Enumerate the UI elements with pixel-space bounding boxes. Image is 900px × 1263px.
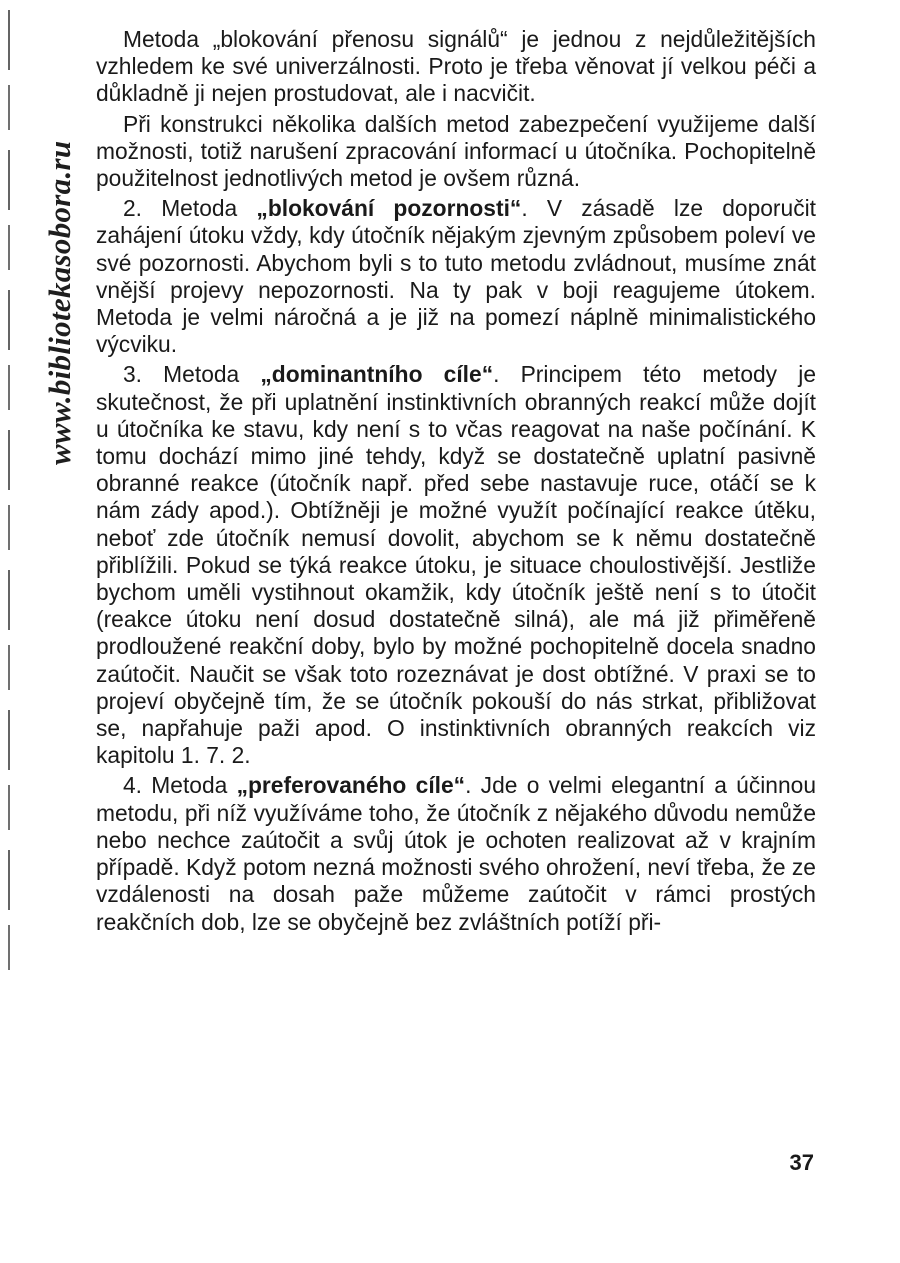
- page-body: [96, 26, 816, 936]
- paragraph-text: . Principem této metody je skutečnost, že při uplatnění instinktivních obranných reakcí může dojít u útočníka ke stavu, kdy není s to včas reagovat na naše počínání. K tomu dochází mimo jiné tehdy, když se dostatečně uplatní pasivně obranné reakce (útočník např. před sebe nastavuje ruce, otáčí se k nám zády apod.). Obtížněji je možné využít počínající reakce útěku, neboť zde útočník nemusí dovolit, abychom se k němu dostatečně přiblížili. Pokud se týká reakce útoku, je situace choulostivější. Jestliže bychom uměli vystihnout okamžik, kdy útočník ještě není s to útočit (reakce útoku není dosud dostatečně silná), ale má již přiměřeně prodloužené reakční doby, bylo by možné pochopitelně docela snadno zaútočit. Naučit se však toto rozeznávat je dost obtížné. V praxi se to projeví obyčejně tím, že se útočník pokouší do nás strkat, přibližovat se, napřahuje paži apod. O instinktivních obranných reakcích viz kapitolu 1. 7. 2.: [96, 361, 817, 769]
- paragraph-text: . V zásadě lze doporučit zahájení útoku vždy, kdy útočník nějakým zjevným způsobem poleví ve své pozornosti. Abychom byli s to tuto metodu zvládnout, musíme znát vnější projevy nepozornosti. Na ty pak v boji reagujeme útokem. Metoda je velmi náročná a je již na pomezí náplně minimalistického výcviku.: [96, 195, 817, 358]
- paragraph: [96, 361, 816, 769]
- method-term: „blokování pozornosti“: [256, 195, 522, 222]
- watermark: www.bibliotekasobora.ru: [42, 140, 77, 465]
- method-term: „preferovaného cíle“: [236, 772, 466, 799]
- paragraph: [96, 111, 816, 193]
- scan-edge: [8, 10, 10, 990]
- method-term: „dominantního cíle“: [260, 361, 494, 388]
- paragraph-lead: 2. Metoda: [123, 195, 257, 222]
- paragraph-text: . Jde o velmi elegantní a účinnou metodu, při níž využíváme toho, že útočník z nějakého důvodu nemůže nebo nechce zaútočit a svůj útok je ochoten realizovat až v krajním případě. Když potom nezná možnosti svého ohrožení, neví třeba, že ze vzdálenosti na dosah paže můžeme zaútočit v rámci prostých reakčních dob, lze se obyčejně bez zvláštních potíží při-: [96, 772, 817, 935]
- paragraph-lead: 4. Metoda: [123, 772, 237, 799]
- paragraph-text: Při konstrukci několika dalších metod zabezpečení využijeme další možnosti, totiž narušení zpracování informací u útočníka. Pochopitelně použitelnost jednotlivých metod je ovšem různá.: [96, 110, 816, 192]
- paragraph: [96, 26, 816, 108]
- paragraph-text: Metoda „blokování přenosu signálů“ je jednou z nejdůležitějších vzhledem ke své univerzálnosti. Proto je třeba věnovat jí velkou péči a důkladně ji nejen prostudovat, ale i nacvičit.: [96, 26, 816, 107]
- page-number: 37: [789, 1150, 814, 1175]
- paragraph: [96, 772, 816, 935]
- paragraph-lead: 3. Metoda: [123, 361, 261, 388]
- paragraph: [96, 195, 816, 358]
